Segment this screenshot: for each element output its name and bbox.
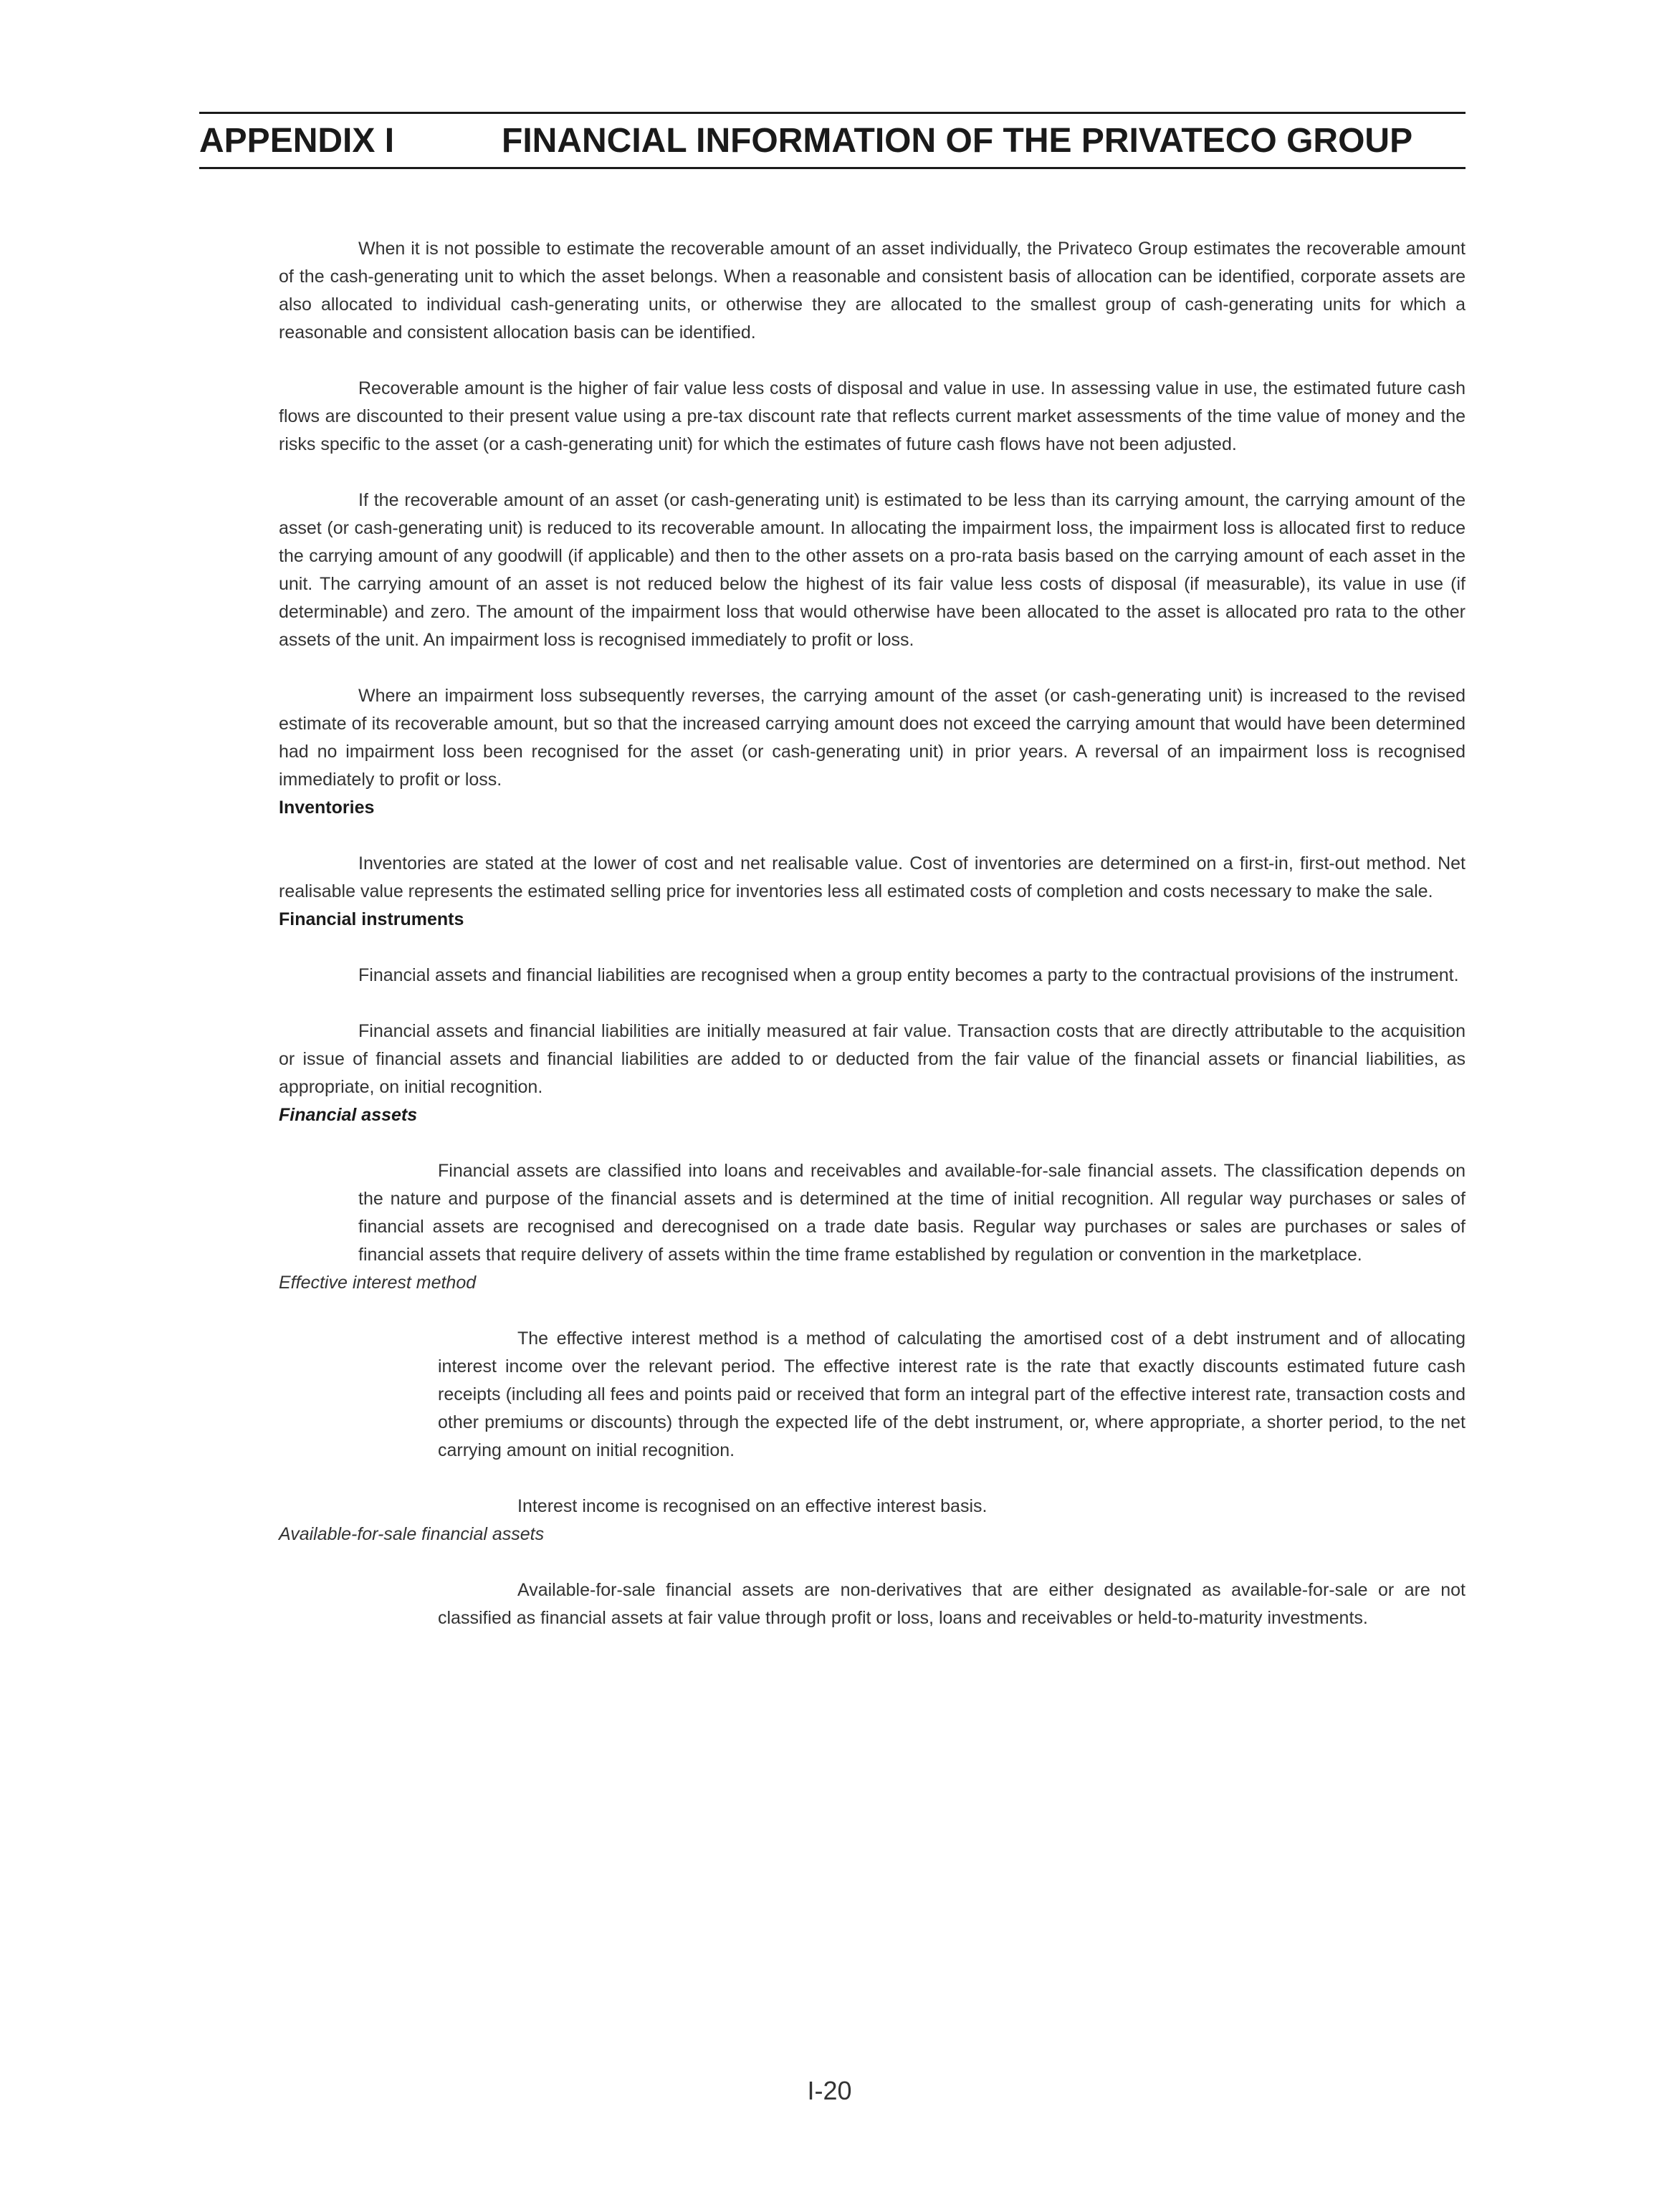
paragraph-effective-interest: The effective interest method is a method of calculating the amortised cost of a debt instrument and of allocating interest income over the relevant period. The effective interest rate is the rate that exactly discounts estimated future cash receipts (including all fees and points paid or received that form an integral part of the effective interest rate, transaction costs and other premiums or discounts) through the expected life of the debt instrument, or, where appropriate, a shorter period, to the net carrying amount on initial recognition. <box>438 1328 1466 1460</box>
document-body <box>279 235 1466 1632</box>
heading-inventories: Inventories <box>279 798 375 818</box>
page-number: I-20 <box>807 2076 852 2105</box>
paragraph-impairment-loss: If the recoverable amount of an asset (or cash-generating unit) is estimated to be less than its carrying amount, the carrying amount of the asset (or cash-generating unit) is reduced to its recoverable amount. In allocating the impairment loss, the impairment loss is allocated first to reduce the carrying amount of any goodwill (if applicable) and then to the other assets on a pro-rata basis based on the carrying amount of each asset in the unit. The carrying amount of an asset is not reduced below the highest of its fair value less costs of disposal (if measurable), its value in use (if determinable) and zero. The amount of the impairment loss that would otherwise have been allocated to the asset is allocated pro rata to the other assets of the unit. An impairment loss is recognised immediately to profit or loss. <box>279 490 1466 650</box>
paragraph-interest-income: Interest income is recognised on an effective interest basis. <box>517 1496 988 1516</box>
paragraph-financial-assets: Financial assets are classified into loans and receivables and available-for-sale financial assets. The classification depends on the nature and purpose of the financial assets and is determined at the time of initial recognition. All regular way purchases or sales of financial assets are recognised and derecognised on a trade date basis. Regular way purchases or sales are purchases or sales of financial assets that require delivery of assets within the time frame established by regulation or convention in the marketplace. <box>358 1161 1466 1265</box>
page-header <box>199 112 1466 169</box>
paragraph-recoverable-amount: Recoverable amount is the higher of fair value less costs of disposal and value in use. In assessing value in use, the estimated future cash flows are discounted to their present value using a pre-tax discount rate that reflects current market assessments of the time value of money and the risks specific to the asset (or a cash-generating unit) for which the estimates of future cash flows have not been adjusted. <box>279 378 1466 454</box>
paragraph-inventories: Inventories are stated at the lower of cost and net realisable value. Cost of inventories are determined on a first-in, first-out method. Net realisable value represents the estimated selling price for inventories less all estimated costs of completion and costs necessary to make the sale. <box>279 853 1466 901</box>
paragraph-recognition: Financial assets and financial liabilities are recognised when a group entity becomes a party to the contractual provisions of the instrument. <box>358 965 1459 985</box>
paragraph-impairment-reversal: Where an impairment loss subsequently reverses, the carrying amount of the asset (or cash-generating unit) is increased to the revised estimate of its recoverable amount, but so that the increased carrying amount does not exceed the carrying amount that would have been determined had no impairment loss been recognised for the asset (or cash-generating unit) in prior years. A reversal of an impairment loss is recognised immediately to profit or loss. <box>279 686 1466 790</box>
paragraph-available-for-sale: Available-for-sale financial assets are non-derivatives that are either designated as available-for-sale or are not classified as financial assets at fair value through profit or loss, loans and receivables or held-to-maturity investments. <box>438 1580 1466 1628</box>
paragraph-initial-measurement: Financial assets and financial liabilities are initially measured at fair value. Transaction costs that are directly attributable to the acquisition or issue of financial assets and financial liabilities are added to or deducted from the fair value of the financial assets or financial liabilities, as appropriate, on initial recognition. <box>279 1021 1466 1097</box>
heading-effective-interest-method: Effective interest method <box>279 1273 477 1293</box>
page-header-title: FINANCIAL INFORMATION OF THE PRIVATECO GROUP <box>502 122 1413 160</box>
paragraph-recoverable-cgu: When it is not possible to estimate the recoverable amount of an asset individually, the Privateco Group estimates the recoverable amount of the cash-generating unit to which the asset belongs. When a reasonable and consistent basis of allocation can be identified, corporate assets are also allocated to individual cash-generating units, or otherwise they are allocated to the smallest group of cash-generating units for which a reasonable and consistent allocation basis can be identified. <box>279 239 1466 343</box>
heading-financial-instruments: Financial instruments <box>279 909 464 929</box>
heading-available-for-sale: Available-for-sale financial assets <box>279 1524 545 1544</box>
appendix-label: APPENDIX I <box>199 122 395 160</box>
heading-financial-assets: Financial assets <box>279 1105 418 1125</box>
